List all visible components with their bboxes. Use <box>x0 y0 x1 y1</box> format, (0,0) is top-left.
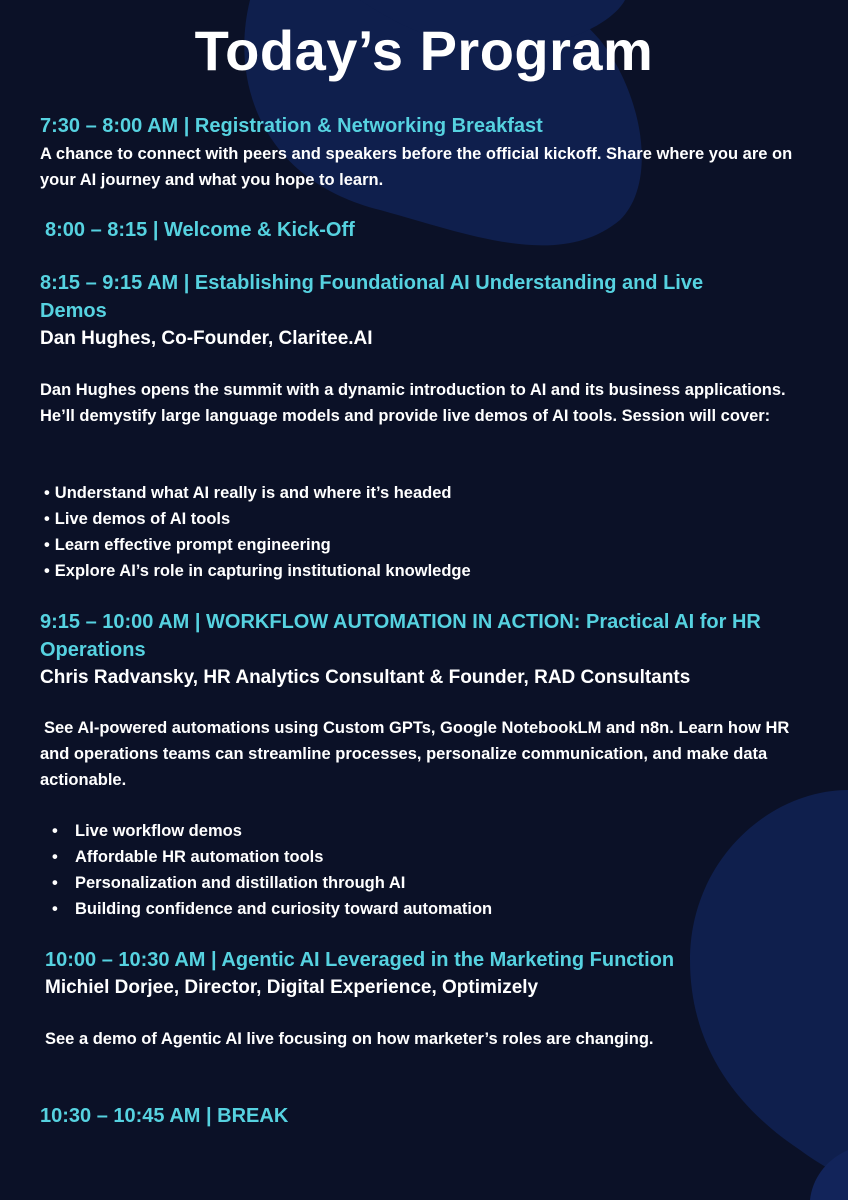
list-item: • Live demos of AI tools <box>44 506 471 532</box>
session-3-title: 8:15 – 9:15 AM | Establishing Foundational AI Understanding and Live Demos <box>40 272 704 322</box>
session-3-description: Dan Hughes opens the summit with a dynamic introduction to AI and its business applications. He’ll demystify large language models and provide live demos of AI tools. Session will cover: <box>40 381 786 425</box>
session-6-title: 10:30 – 10:45 AM | BREAK <box>40 1105 289 1127</box>
session-2-title: 8:00 – 8:15 | Welcome & Kick-Off <box>45 219 355 241</box>
list-item: • Building confidence and curiosity toward automation <box>52 896 492 922</box>
session-4-title: 9:15 – 10:00 AM | WORKFLOW AUTOMATION IN ACTION: Practical AI for HR Operations <box>40 611 761 661</box>
session-1-description: A chance to connect with peers and speakers before the official kickoff. Share where you are on your AI journey and what you hope to learn. <box>40 145 793 189</box>
list-item: • Explore AI’s role in capturing institutional knowledge <box>44 558 471 584</box>
session-1-title: 7:30 – 8:00 AM | Registration & Networking Breakfast <box>40 115 543 137</box>
session-3-bullet-list <box>44 480 471 584</box>
session-4-description: See AI-powered automations using Custom GPTs, Google NotebookLM and n8n. Learn how HR and operations teams can streamline processes, personalize communication, and make data actionable. <box>40 719 790 789</box>
session-5-speaker: Michiel Dorjee, Director, Digital Experience, Optimizely <box>45 977 539 998</box>
page-title: Today’s Program <box>194 19 654 82</box>
list-item: • Personalization and distillation through AI <box>52 870 492 896</box>
session-5-title: 10:00 – 10:30 AM | Agentic AI Leveraged in the Marketing Function <box>45 949 675 971</box>
session-4-bullet-list <box>52 818 492 922</box>
list-item: • Learn effective prompt engineering <box>44 532 471 558</box>
session-3-speaker: Dan Hughes, Co-Founder, Claritee.AI <box>40 328 373 349</box>
list-item: • Live workflow demos <box>52 818 492 844</box>
session-5-description: See a demo of Agentic AI live focusing on how marketer’s roles are changing. <box>45 1030 654 1048</box>
list-item: • Affordable HR automation tools <box>52 844 492 870</box>
list-item: • Understand what AI really is and where it’s headed <box>44 480 471 506</box>
session-4-speaker: Chris Radvansky, HR Analytics Consultant & Founder, RAD Consultants <box>40 667 691 688</box>
